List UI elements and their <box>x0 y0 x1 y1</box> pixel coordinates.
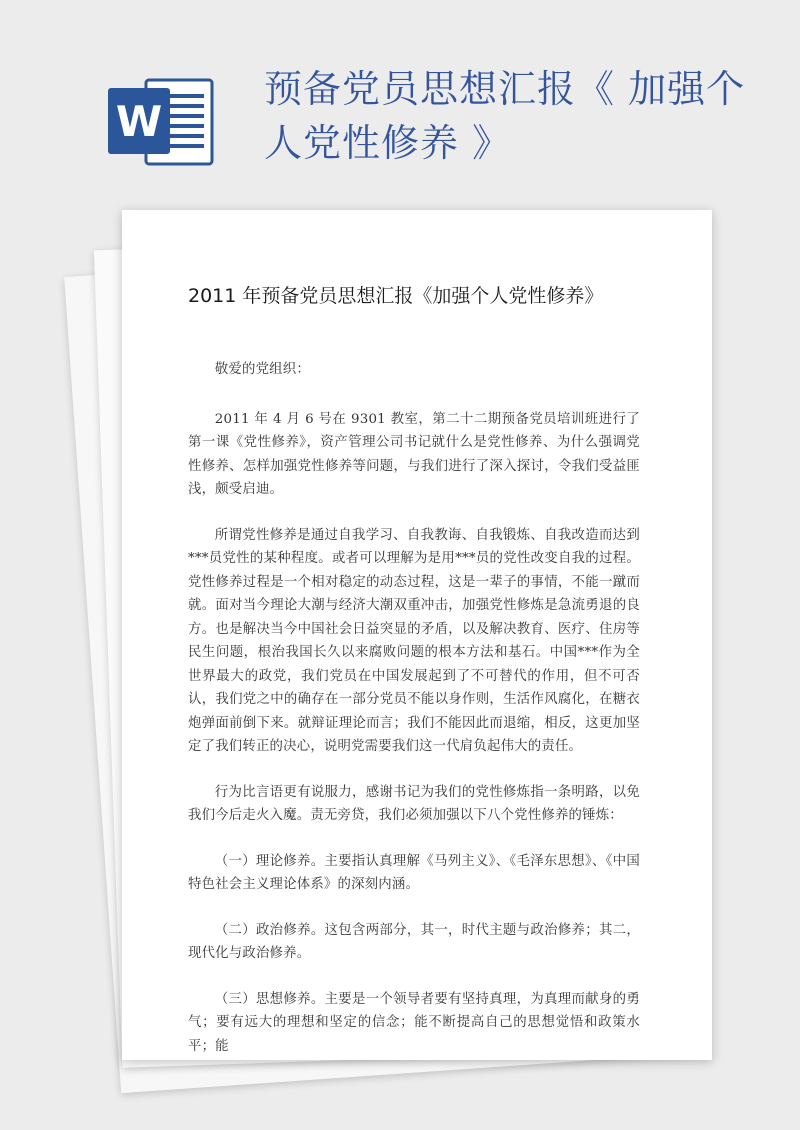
word-document-icon <box>108 74 218 170</box>
paragraph: （二）政治修养。这包含两部分，其一，时代主题与政治修养；其二，现代化与政治修养。 <box>188 922 640 961</box>
document-body <box>188 358 640 1060</box>
paragraph: 所谓党性修养是通过自我学习、自我教诲、自我锻炼、自我改造而达到***员党性的某种程度。或者可以理解为是用***员的党性改变自我的过程。党性修养过程是一个相对稳定的动态过程，这是一辈子的事情，不能一蹴而就。面对当今理论大潮与经济大潮双重冲击，加强党性修炼是急流勇退的良方。也是解决当今中国社会日益突显的矛盾，以及解决教育、医疗、住房等民生问题，根治我国长久以来腐败问题的根本方法和基石。中国***作为全世界最大的政党，我们党员在中国发展起到了不可替代的作用，但不可否认，我们党之中的确存在一部分党员不能以身作则，生活作风腐化，在糖衣炮弹面前倒下来。就辩证理论而言；我们不能因此而退缩，相反，这更加坚定了我们转正的决心，说明党需要我们这一代肩负起伟大的责任。 <box>188 527 640 754</box>
paragraph: （一）理论修养。主要指认真理解《马列主义》、《毛泽东思想》、《中国特色社会主义理论体系》的深刻内涵。 <box>188 853 640 892</box>
paragraph: 2011 年 4 月 6 号在 9301 教室，第二十二期预备党员培训班进行了第一课《党性修养》，资产管理公司书记就什么是党性修养、为什么强调党性修养、怎样加强党性修养等问题，与我们进行了深入探讨，令我们受益匪浅，颇受启迪。 <box>188 411 640 497</box>
page-title: 预备党员思想汇报《 加强个人党性修养 》 <box>264 67 746 165</box>
salutation: 敬爱的党组织： <box>214 362 310 377</box>
word-logo-letter: W <box>115 97 163 146</box>
paragraph: （三）思想修养。主要是一个领导者要有坚持真理，为真理而献身的勇气；要有远大的理想和坚定的信念；能不断提高自己的思想觉悟和政策水平；能 <box>188 991 640 1054</box>
document-page <box>122 210 712 1060</box>
paragraph: 行为比言语更有说服力，感谢书记为我们的党性修炼指一条明路，以免我们今后走火入魔。责无旁贷，我们必须加强以下八个党性修养的锤炼： <box>188 784 640 823</box>
document-title: 2011 年预备党员思想汇报《加强个人党性修养》 <box>188 285 604 307</box>
